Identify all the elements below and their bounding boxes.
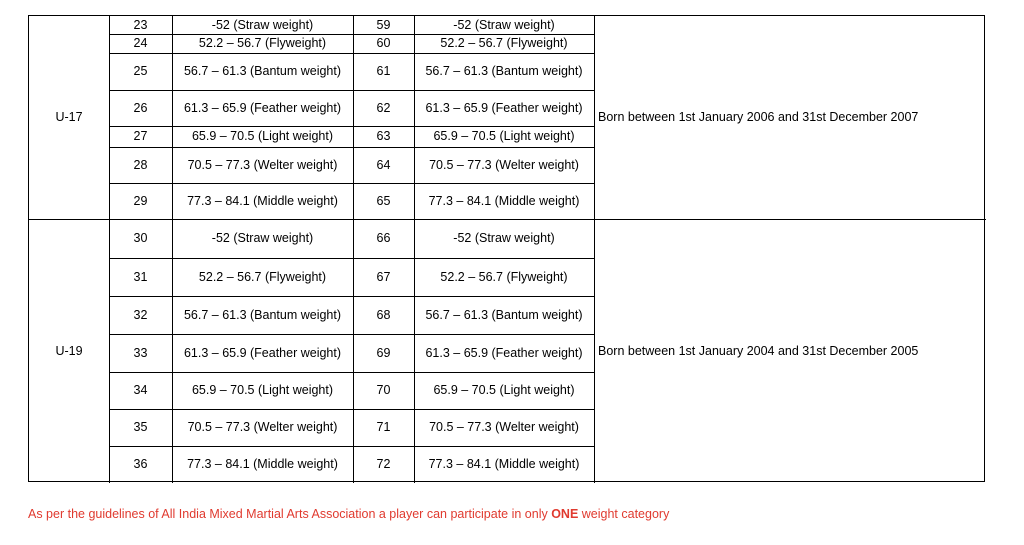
category-number: 28 — [133, 157, 148, 172]
weight-range: -52 (Straw weight) — [453, 17, 555, 32]
category-number: 33 — [133, 345, 148, 360]
category-number: 63 — [376, 129, 391, 144]
weight-range: 61.3 – 65.9 (Feather weight) — [425, 100, 583, 115]
guideline-note-text: As per the guidelines of All India Mixed Martial Arts Association a player can participate in only — [28, 507, 552, 521]
category-number: 61 — [376, 64, 391, 79]
weight-range: 65.9 – 70.5 (Light weight) — [191, 129, 334, 144]
weight-category-table — [28, 15, 985, 482]
category-number: 25 — [133, 64, 148, 79]
category-number: 59 — [376, 17, 391, 32]
weight-range: 52.2 – 56.7 (Flyweight) — [440, 36, 568, 51]
category-number: 60 — [376, 36, 391, 51]
category-number: 72 — [376, 457, 391, 472]
category-number: 69 — [376, 345, 391, 360]
weight-range: 52.2 – 56.7 (Flyweight) — [440, 269, 568, 284]
category-number: 31 — [133, 269, 148, 284]
weight-range: 56.7 – 61.3 (Bantum weight) — [183, 307, 342, 322]
category-number: 62 — [376, 100, 391, 115]
weight-range: 70.5 – 77.3 (Welter weight) — [429, 420, 579, 435]
category-number: 68 — [376, 307, 391, 322]
weight-range: 70.5 – 77.3 (Welter weight) — [187, 157, 338, 172]
weight-range: -52 (Straw weight) — [211, 231, 314, 246]
age-group-label: U-17 — [55, 110, 83, 125]
weight-range: 77.3 – 84.1 (Middle weight) — [428, 193, 580, 208]
category-number: 27 — [133, 129, 148, 144]
category-number: 65 — [376, 193, 391, 208]
weight-range: 56.7 – 61.3 (Bantum weight) — [425, 64, 583, 79]
category-number: 36 — [133, 457, 148, 472]
category-number: 30 — [133, 231, 148, 246]
weight-range: 77.3 – 84.1 (Middle weight) — [187, 193, 338, 208]
category-number: 26 — [133, 100, 148, 115]
weight-range: 52.2 – 56.7 (Flyweight) — [198, 36, 327, 51]
category-number: 67 — [376, 269, 391, 284]
guideline-note-tail: weight category — [578, 507, 670, 521]
weight-range: 52.2 – 56.7 (Flyweight) — [198, 269, 327, 284]
weight-range: 56.7 – 61.3 (Bantum weight) — [425, 307, 583, 322]
age-group-label: U-19 — [55, 343, 83, 358]
weight-range: 65.9 – 70.5 (Light weight) — [433, 129, 575, 144]
category-number: 24 — [133, 36, 148, 51]
weight-range: 61.3 – 65.9 (Feather weight) — [183, 100, 342, 115]
guideline-note-emphasis: ONE — [551, 507, 579, 521]
category-number: 34 — [133, 383, 148, 398]
weight-range: 61.3 – 65.9 (Feather weight) — [183, 345, 342, 360]
weight-range: 70.5 – 77.3 (Welter weight) — [429, 157, 579, 172]
weight-range: 61.3 – 65.9 (Feather weight) — [425, 345, 583, 360]
weight-range: -52 (Straw weight) — [453, 231, 555, 246]
category-number: 64 — [376, 157, 391, 172]
eligibility-text: Born between 1st January 2006 and 31st December 2007 — [598, 110, 919, 125]
weight-range: -52 (Straw weight) — [211, 17, 314, 32]
weight-range: 77.3 – 84.1 (Middle weight) — [428, 457, 580, 472]
weight-range: 65.9 – 70.5 (Light weight) — [433, 383, 575, 398]
weight-range: 56.7 – 61.3 (Bantum weight) — [183, 64, 342, 79]
weight-range: 70.5 – 77.3 (Welter weight) — [187, 420, 338, 435]
weight-range: 77.3 – 84.1 (Middle weight) — [187, 457, 338, 472]
category-number: 35 — [133, 420, 148, 435]
weight-range: 65.9 – 70.5 (Light weight) — [191, 383, 334, 398]
category-number: 23 — [133, 17, 148, 32]
category-number: 71 — [376, 420, 391, 435]
category-number: 66 — [376, 231, 391, 246]
eligibility-text: Born between 1st January 2004 and 31st December 2005 — [598, 343, 919, 358]
category-number: 32 — [133, 307, 148, 322]
category-number: 29 — [133, 193, 148, 208]
category-number: 70 — [376, 383, 391, 398]
guideline-note — [28, 507, 669, 521]
